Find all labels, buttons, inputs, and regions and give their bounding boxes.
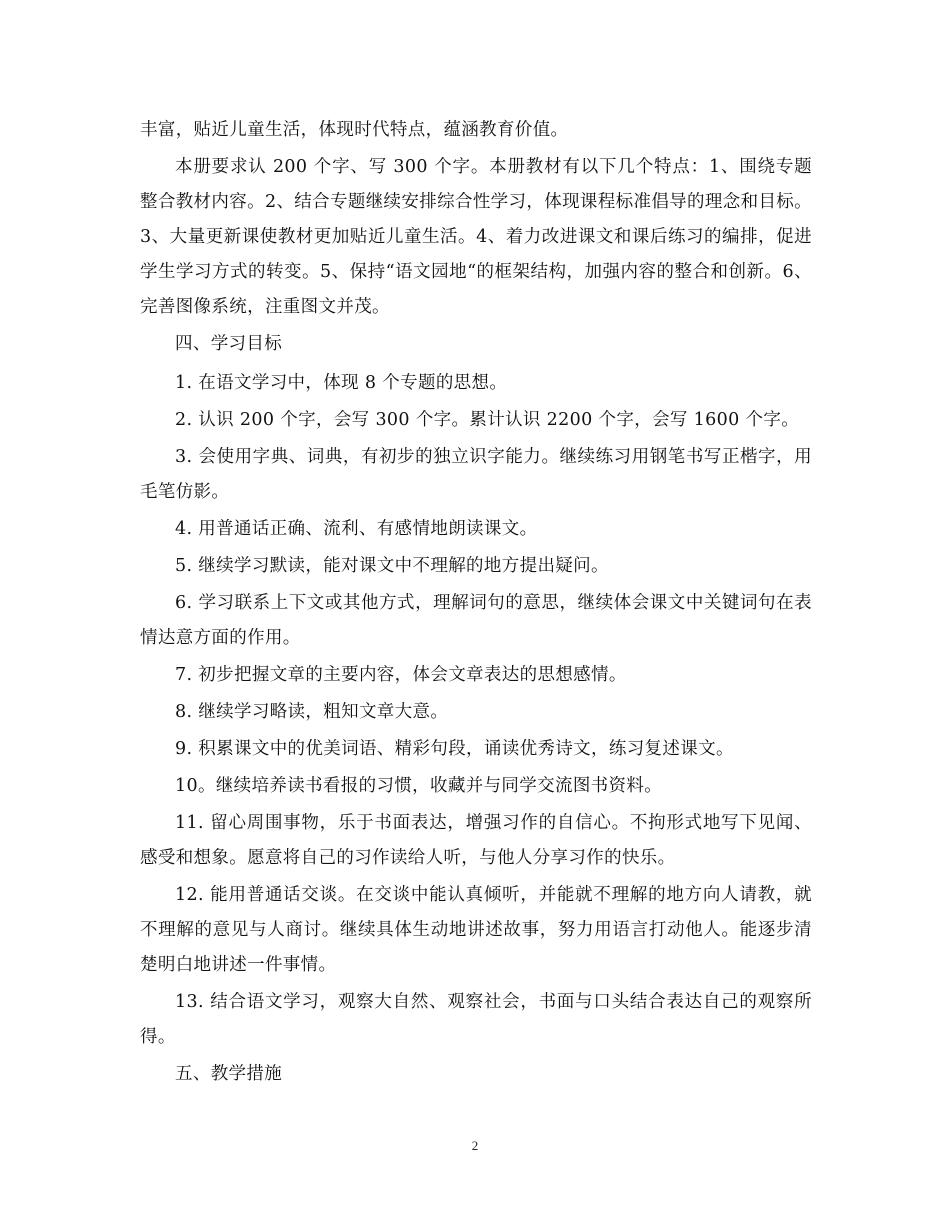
goal-item-9: 9. 积累课文中的优美词语、精彩句段，诵读优秀诗文，练习复述课文。 xyxy=(175,739,734,759)
goal-item-5: 5. 继续学习默读，能对课文中不理解的地方提出疑问。 xyxy=(175,556,609,576)
goal-item-13: 13. 结合语文学习，观察大自然、观察社会，书面与口头结合表达自己的观察所得。 xyxy=(140,992,812,1047)
paragraph-textbook-features: 本册要求认 200 个字、写 300 个字。本册教材有以下几个特点：1、围绕专题整合教材内容。2、结合专题继续安排综合性学习，体现课程标准倡导的理念和目标。3、大量更新课使教材更加贴近儿童生活。4、着力改进课文和课后练习的编排，促进学生学习方式的转变。5、保持“语文园地“的框架结构，加强内容的整合和创新。6、完善图像系统，注重图文并茂。 xyxy=(140,157,812,317)
goal-item-6: 6. 学习联系上下文或其他方式，理解词句的意思，继续体会课文中关键词句在表情达意方面的作用。 xyxy=(140,593,812,648)
paragraph-continuation: 丰富，贴近儿童生活，体现时代特点，蕴涵教育价值。 xyxy=(140,120,569,140)
goal-item-8: 8. 继续学习略读，粗知文章大意。 xyxy=(175,702,449,722)
goal-item-10: 10。继续培养读书看报的习惯，收藏并与同学交流图书资料。 xyxy=(175,776,663,796)
goal-item-11: 11. 留心周围事物，乐于书面表达，增强习作的自信心。不拘形式地写下见闻、感受和想象。愿意将自己的习作读给人听，与他人分享习作的快乐。 xyxy=(140,813,812,868)
goal-item-12: 12. 能用普通话交谈。在交谈中能认真倾听，并能就不理解的地方向人请教，就不理解的意见与人商讨。继续具体生动地讲述故事，努力用语言打动他人。能逐步清楚明白地讲述一件事情。 xyxy=(140,885,812,975)
goal-item-2: 2. 认识 200 个字，会写 300 个字。累计认识 2200 个字，会写 1600 个字。 xyxy=(175,410,800,430)
goal-item-3: 3. 会使用字典、词典，有初步的独立识字能力。继续练习用钢笔书写正楷字，用毛笔仿影。 xyxy=(140,447,812,502)
goal-item-7: 7. 初步把握文章的主要内容，体会文章表达的思想感情。 xyxy=(175,665,627,685)
section-heading-learning-goals: 四、学习目标 xyxy=(175,334,283,354)
goal-item-4: 4. 用普通话正确、流利、有感情地朗读课文。 xyxy=(175,519,538,539)
document-body xyxy=(140,113,812,1096)
section-heading-teaching-measures: 五、教学措施 xyxy=(175,1064,283,1084)
page-number: 2 xyxy=(471,1138,479,1153)
goal-item-1: 1. 在语文学习中，体现 8 个专题的思想。 xyxy=(175,373,508,393)
